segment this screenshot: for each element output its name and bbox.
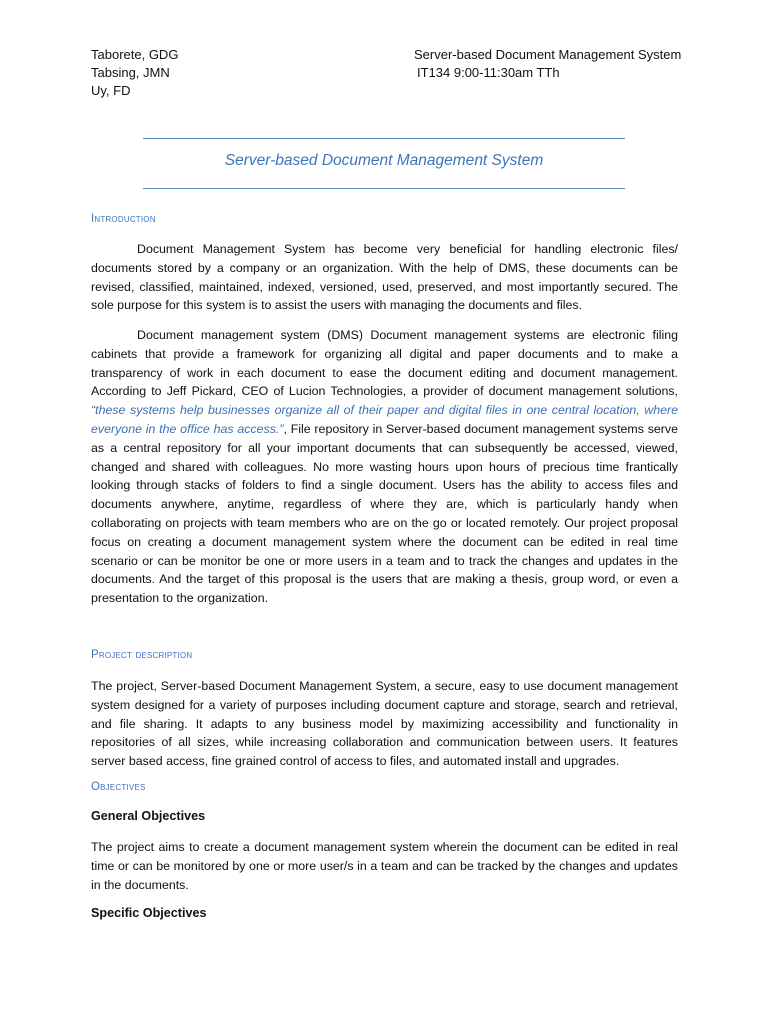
introduction-paragraph-1: Document Management System has become very beneficial for handling electronic files/ documents stored by a company or an organization. With the help of DMS, these documents can be revised, classified, maintained, indexed, versioned, used, preserved, and most importantly secured. The sole purpose for this system is to assist the users with managing the documents and files. (91, 242, 678, 313)
header-course-schedule: IT134 9:00-11:30am TTh (417, 65, 560, 80)
introduction-paragraph-2 (91, 326, 678, 608)
header-project-info (414, 46, 681, 82)
section-heading-introduction: Introduction (91, 213, 156, 225)
author-list (91, 46, 178, 100)
project-description-paragraph: The project, Server-based Document Management System, a secure, easy to use document management system designed for a variety of purposes including document capture and storage, search and retrieval, and file sharing. It adapts to any business model by maximizing accessibility and functionality in repositories of all sizes, while increasing collaboration and communication between users. It features server based access, fine grained control of access to files, and automated install and upgrades. (91, 679, 678, 769)
document-title: Server-based Document Management System (224, 152, 544, 169)
specific-objectives-heading: Specific Objectives (91, 906, 207, 920)
pickard-quote: “these systems help businesses organize all of their paper and digital files in one central location, where everyone in the office has access.” (91, 403, 678, 436)
general-objectives-paragraph: The project aims to create a document management system wherein the document can be edited in real time or can be monitored by one or more user/s in a team and can be tracked by the changes and updates in the documents. (91, 840, 678, 892)
title-rule-bottom (143, 188, 625, 189)
title-rule-top (143, 138, 625, 139)
author-name: Uy, FD (91, 83, 131, 98)
section-heading-project-description: Project description (91, 649, 193, 661)
general-objectives-heading: General Objectives (91, 809, 206, 823)
author-name: Taborete, GDG (91, 47, 179, 62)
paragraph-text: Document management system (DMS) Document management systems are electronic filing cabinets that provide a framework for organizing all digital and paper documents and to make a transparency of work in each document to ease the document editing and document management. According to Jeff Pickard, CEO of Lucion Technologies, a provider of document management solutions, (91, 328, 678, 399)
paragraph-text: , File repository in Server-based document management systems serve as a central repository for all your important documents that can subsequently be accessed, viewed, changed and shared with colleagues. No more wasting hours upon hours of precious time frantically looking through stacks of folders to find a single document. Users has the ability to access files and documents anywhere, anytime, regardless of where they are, which is particularly handy when collaborating on projects with team members who are on the go or located remotely. Our project proposal focus on creating a document management system where the document can be edited in real time scenario or can be monitor be one or more users in a team and to track the changes and updates in the documents. And the target of this proposal is the users that are making a thesis, group word, or even a presentation to the organization. (91, 421, 678, 606)
header-project-name: Server-based Document Management System (414, 47, 682, 62)
author-name: Tabsing, JMN (91, 65, 170, 80)
section-heading-objectives: Objectives (91, 781, 146, 793)
